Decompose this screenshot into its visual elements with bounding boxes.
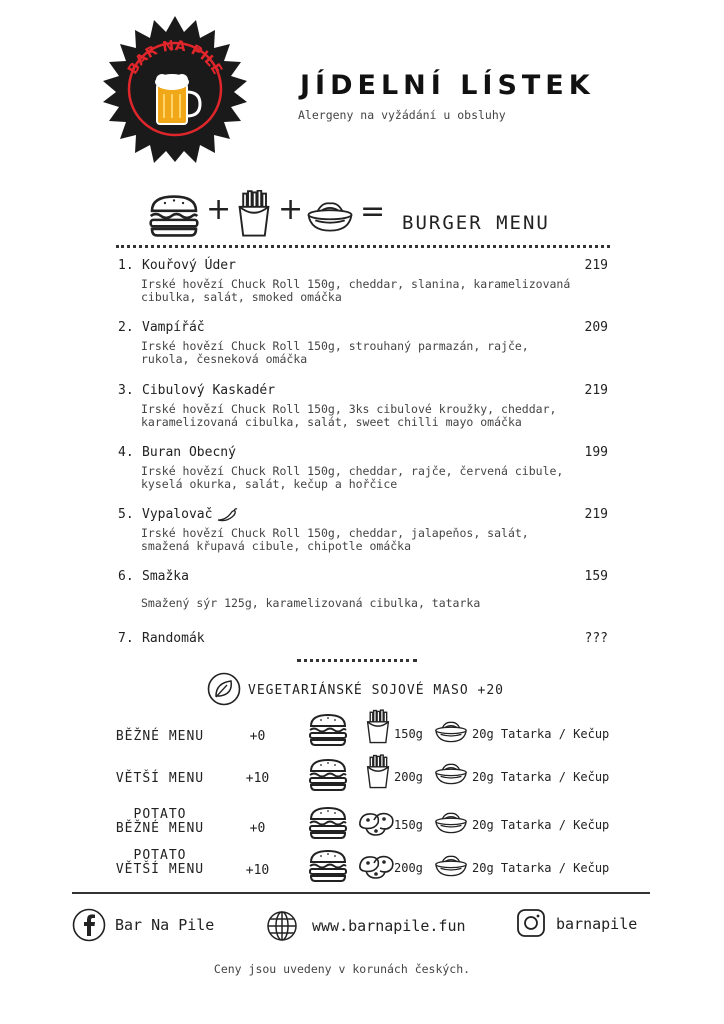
menu-size-label	[100, 808, 220, 836]
burger-icon	[146, 194, 202, 238]
menu-size-label: VĚTŠÍ MENU	[115, 771, 205, 786]
leaf-icon	[207, 672, 241, 706]
item-number: 7.	[118, 631, 134, 646]
item-number: 4.	[118, 445, 134, 460]
side-weight: 150g	[394, 818, 423, 832]
instagram-icon[interactable]	[516, 908, 546, 938]
fries-icon	[365, 709, 391, 745]
burger-icon	[308, 806, 348, 840]
divider	[297, 659, 417, 662]
menu-item	[118, 320, 608, 380]
item-description: Irské hovězí Chuck Roll 150g, cheddar, slanina, karamelizovaná cibulka, salát, smoked omáčka	[141, 277, 571, 304]
item-price: 219	[584, 507, 608, 522]
instagram-link[interactable]: barnapile	[556, 915, 638, 933]
item-number: 5.	[118, 507, 134, 522]
menu-size-label-line: POTATO	[133, 807, 187, 822]
sauce-bowl-icon	[306, 200, 354, 234]
chili-icon	[216, 508, 238, 522]
menu-size-extra: +0	[249, 821, 266, 836]
item-price: 219	[584, 258, 608, 273]
facebook-link[interactable]: Bar Na Pile	[115, 916, 215, 934]
logo	[100, 14, 250, 164]
menu-item	[118, 258, 608, 318]
divider	[116, 245, 610, 248]
side-weight: 200g	[394, 770, 423, 784]
menu-size-row	[100, 760, 640, 800]
fries-icon	[236, 190, 272, 238]
side-weight: 150g	[394, 727, 423, 741]
menu-item	[118, 445, 608, 505]
menu-size-extra: +10	[245, 863, 270, 878]
menu-item	[118, 631, 608, 651]
menu-size-extra: +10	[245, 771, 270, 786]
footer-divider	[72, 892, 650, 894]
sauce-bowl-icon	[434, 720, 468, 744]
fries-icon	[365, 754, 391, 790]
plus-sign: +	[278, 192, 304, 227]
burger-icon	[308, 758, 348, 792]
logo-text: BAR NA PILE	[124, 38, 226, 78]
website-link[interactable]: www.barnapile.fun	[312, 917, 466, 935]
sauce-bowl-icon	[434, 811, 468, 835]
item-price: 209	[584, 320, 608, 335]
equals-sign: =	[360, 194, 386, 229]
menu-size-label: BĚŽNÉ MENU	[115, 729, 205, 744]
menu-size-row	[100, 849, 640, 889]
item-name: Randomák	[142, 631, 205, 646]
menu-size-row	[100, 806, 640, 846]
item-name: Smažka	[142, 569, 189, 584]
plus-sign: +	[206, 192, 232, 227]
facebook-icon[interactable]	[72, 908, 106, 942]
item-price: ???	[584, 631, 608, 646]
item-number: 3.	[118, 383, 134, 398]
potato-wedges-icon	[356, 808, 396, 838]
menu-size-extra: +0	[249, 729, 266, 744]
item-name: Vampířáč	[142, 320, 205, 335]
burger-menu-title: BURGER MENU	[402, 212, 550, 234]
burger-icon	[308, 849, 348, 883]
item-price: 199	[584, 445, 608, 460]
menu-item	[118, 569, 608, 629]
sauce-bowl-icon	[434, 762, 468, 786]
sauce-option: 20g Tatarka / Kečup	[472, 818, 610, 832]
globe-icon	[266, 910, 298, 942]
item-description: Smažený sýr 125g, karamelizovaná cibulka, tatarka	[141, 596, 481, 610]
menu-size-label	[100, 849, 220, 877]
page-title: JÍDELNÍ LÍSTEK	[300, 70, 595, 101]
item-number: 2.	[118, 320, 134, 335]
sauce-option: 20g Tatarka / Kečup	[472, 861, 610, 875]
item-name: Buran Obecný	[142, 445, 236, 460]
item-description: Irské hovězí Chuck Roll 150g, strouhaný parmazán, rajče, rukola, česneková omáčka	[141, 339, 529, 366]
menu-size-label-line: POTATO	[133, 848, 187, 863]
item-price: 159	[584, 569, 608, 584]
allergen-note: Alergeny na vyžádání u obsluhy	[298, 108, 506, 122]
side-weight: 200g	[394, 861, 423, 875]
menu-size-row	[100, 718, 640, 758]
menu-item	[118, 383, 608, 443]
item-description: Irské hovězí Chuck Roll 150g, cheddar, rajče, červená cibule, kyselá okurka, salát, kečup a hořčice	[141, 464, 564, 491]
sauce-option: 20g Tatarka / Kečup	[472, 770, 610, 784]
item-name: Vypalovač	[142, 507, 213, 522]
menu-size-label-line: VĚTŠÍ MENU	[115, 862, 205, 877]
sauce-bowl-icon	[434, 854, 468, 878]
currency-note: Ceny jsou uvedeny v korunách českých.	[213, 962, 471, 976]
item-number: 1.	[118, 258, 134, 273]
burger-icon	[308, 713, 348, 747]
menu-size-label-line: BĚŽNÉ MENU	[115, 821, 205, 836]
item-name: Cibulový Kaskadér	[142, 383, 276, 398]
vegetarian-option: VEGETARIÁNSKÉ SOJOVÉ MASO +20	[248, 683, 504, 698]
menu-item	[118, 507, 608, 567]
potato-wedges-icon	[356, 851, 396, 881]
item-name: Kouřový Úder	[142, 258, 236, 273]
sauce-option: 20g Tatarka / Kečup	[472, 727, 610, 741]
item-description: Irské hovězí Chuck Roll 150g, 3ks cibulové kroužky, cheddar, karamelizovaná cibulka, salát, sweet chilli mayo omáčka	[141, 402, 557, 429]
item-description: Irské hovězí Chuck Roll 150g, cheddar, jalapeňos, salát, smažená křupavá cibule, chipotle omáčka	[141, 526, 529, 553]
item-price: 219	[584, 383, 608, 398]
item-number: 6.	[118, 569, 134, 584]
